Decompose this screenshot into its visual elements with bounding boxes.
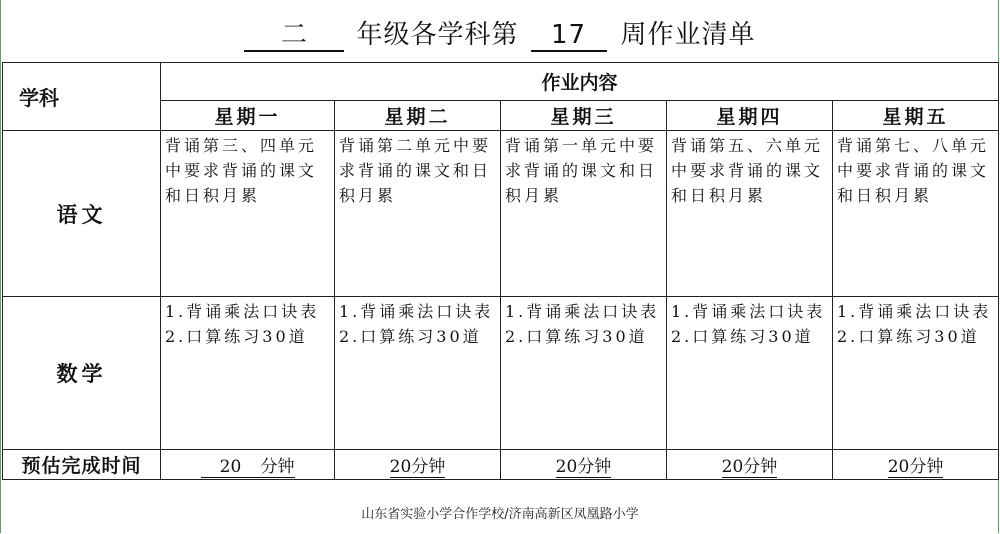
time-row	[3, 450, 999, 480]
day-thursday: 星期四	[667, 101, 833, 131]
math-friday: 1.背诵乘法口诀表 2.口算练习30道	[833, 297, 999, 450]
table-row	[3, 131, 999, 297]
day-tuesday: 星期二	[335, 101, 501, 131]
school-footer: 山东省实验小学合作学校/济南高新区凤凰路小学	[361, 507, 639, 522]
chinese-monday: 背诵第三、四单元中要求背诵的课文和日积月累	[161, 131, 335, 297]
time-thursday	[667, 450, 833, 480]
subject-chinese: 语文	[3, 131, 161, 297]
math-thursday: 1.背诵乘法口诀表 2.口算练习30道	[667, 297, 833, 450]
time-tuesday-value: 20分钟	[390, 452, 446, 478]
math-wednesday: 1.背诵乘法口诀表 2.口算练习30道	[501, 297, 667, 450]
math-tuesday: 1.背诵乘法口诀表 2.口算练习30道	[335, 297, 501, 450]
time-wednesday	[501, 450, 667, 480]
time-monday-unit: 分钟	[261, 452, 295, 478]
table-header-row	[3, 63, 999, 101]
page-title	[0, 14, 1000, 52]
day-friday: 星期五	[833, 101, 999, 131]
subject-column-header: 学科	[3, 63, 161, 131]
time-tuesday	[335, 450, 501, 480]
time-friday-value: 20分钟	[888, 452, 944, 478]
time-thursday-value: 20分钟	[722, 452, 778, 478]
day-wednesday: 星期三	[501, 101, 667, 131]
estimated-time-label: 预估完成时间	[3, 450, 161, 480]
grade-blank: 二	[244, 20, 344, 52]
week-blank: 17	[531, 20, 607, 52]
chinese-wednesday: 背诵第一单元中要求背诵的课文和日积月累	[501, 131, 667, 297]
day-monday: 星期一	[161, 101, 335, 131]
time-monday	[161, 450, 335, 480]
title-middle: 年级各学科第	[356, 20, 519, 50]
chinese-tuesday: 背诵第二单元中要求背诵的课文和日积月累	[335, 131, 501, 297]
math-monday: 1.背诵乘法口诀表 2.口算练习30道	[161, 297, 335, 450]
content-header: 作业内容	[161, 63, 999, 101]
chinese-friday: 背诵第七、八单元中要求背诵的课文和日积月累	[833, 131, 999, 297]
table-row	[3, 297, 999, 450]
subject-math: 数学	[3, 297, 161, 450]
homework-table	[2, 62, 999, 480]
time-wednesday-value: 20分钟	[556, 452, 612, 478]
chinese-thursday: 背诵第五、六单元中要求背诵的课文和日积月累	[667, 131, 833, 297]
time-friday	[833, 450, 999, 480]
title-suffix: 周作业清单	[620, 20, 756, 50]
time-monday-value: 20	[201, 457, 261, 478]
